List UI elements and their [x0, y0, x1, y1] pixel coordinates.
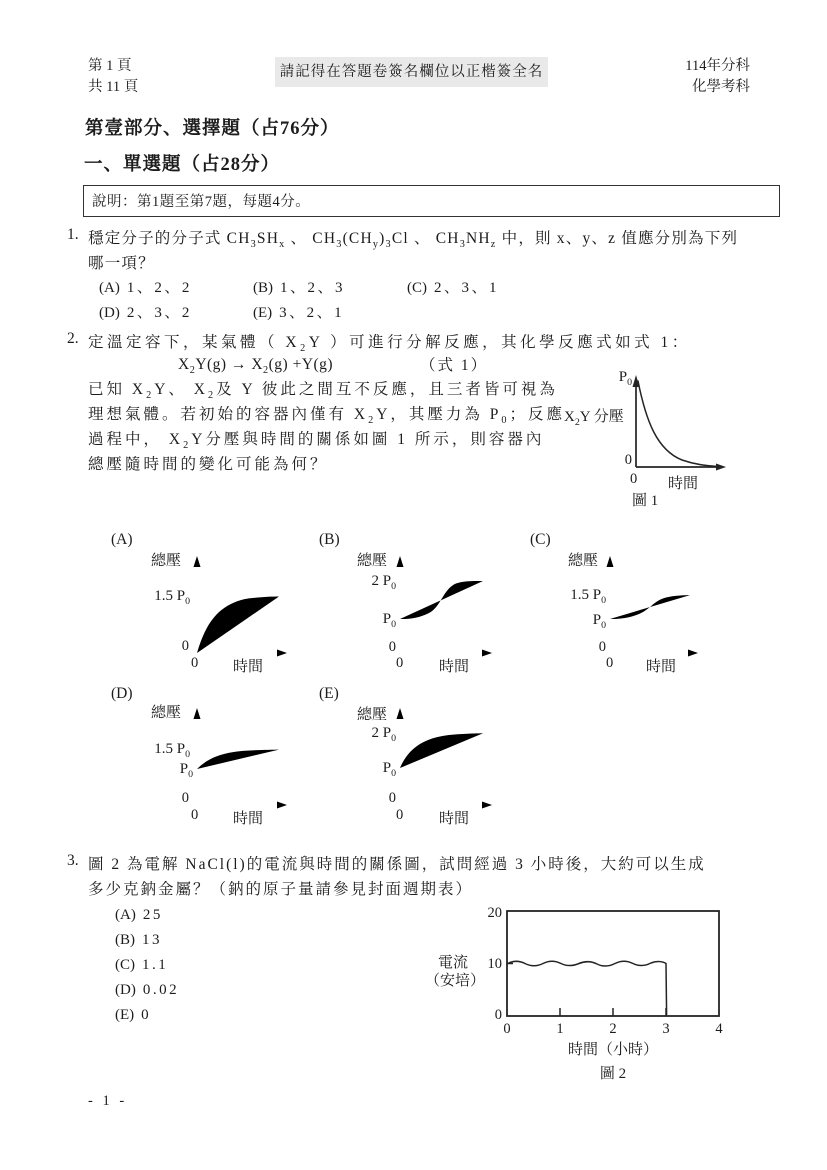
q2-option-graph-c [522, 527, 707, 677]
x-zero-label: 0 [191, 655, 199, 671]
subsection-title: 一、單選題（占28分） [84, 155, 281, 175]
q2-option-graph-e [315, 681, 500, 831]
y-tick-20: 20 [487, 905, 502, 921]
figure-2 [424, 904, 784, 1084]
figure-1 [556, 363, 778, 511]
q2-body: 已知 $X_2Y$、 $X_2$及 Y 彼此之間互不反應，且三者皆可視為 理想氣體。若初始的容器內僅有 $X_2Y$，其壓力為 $P_0$；反應 過程中， $X_2Y$分壓與時間的關係如圖 1 所示，則容器內 總壓隨時間的變化可能為何？ [88, 381, 566, 473]
y-axis-label: 總壓 [568, 553, 599, 569]
option-label: (A) [111, 531, 133, 548]
x-zero-label: 0 [606, 655, 614, 671]
asymptote-label: 2 $P_0$ [371, 725, 396, 744]
start-label: $P_0$ [382, 611, 396, 630]
option-label: (E) [319, 685, 339, 702]
q3-option-a: (A) 25 [115, 907, 163, 923]
y-axis-label: 總壓 [357, 553, 388, 569]
q1-option-d: (D) 2、3、2 [99, 305, 192, 321]
figure2-caption: 圖 2 [599, 1066, 627, 1082]
asymptote-label: 2 $P_0$ [371, 573, 396, 592]
q3-option-d: (D) 0.02 [115, 982, 180, 998]
y-axis-label: 總壓 [151, 705, 182, 721]
y-tick-0: 0 [494, 1007, 502, 1023]
page-current: 第 1 頁 [88, 58, 132, 74]
start-label: $P_0$ [592, 612, 606, 631]
q2-number: 2. [67, 330, 79, 347]
option-label: (D) [111, 685, 133, 702]
x-tick-3: 3 [662, 1021, 670, 1037]
figure2-x-label: 時間（小時） [567, 1042, 658, 1058]
q2-option-graph-b [315, 527, 500, 677]
y-zero-label: 0 [388, 790, 396, 806]
x-tick-2: 2 [609, 1021, 617, 1037]
q3-text: 圖 2 為電解 NaCl(l)的電流與時間的關係圖，試問經過 3 小時後，大約可以生成 多少克鈉金屬？（鈉的原子量請參見封面週期表） [88, 856, 706, 898]
figure1-caption: 圖 1 [632, 493, 659, 509]
asymptote-label: 1.5 $P_0$ [570, 587, 606, 606]
q3-number: 3. [67, 852, 79, 869]
y-zero-label: 0 [598, 639, 606, 655]
x-tick-0: 0 [503, 1021, 511, 1037]
signature-notice: 請記得在答題卷簽名欄位以正楷簽全名 [275, 57, 548, 87]
figure2-y-label-line1: 電流 [438, 955, 469, 971]
start-label: $P_0$ [179, 761, 193, 780]
q2-equation-tag: （式 1） [420, 357, 489, 374]
chart-b [315, 527, 500, 677]
exam-year: 114年分科 [685, 58, 750, 74]
x-axis-label: 時間 [439, 811, 470, 827]
y-axis-label: 總壓 [357, 707, 388, 723]
x-tick-1: 1 [556, 1021, 564, 1037]
figure-1-plot [556, 363, 778, 511]
option-label: (B) [319, 531, 340, 548]
q1-option-b: (B) 1、2、3 [253, 280, 346, 296]
footer-page-number: - 1 - [88, 1093, 128, 1109]
q2-option-graph-d [107, 681, 292, 831]
figure1-y-axis-label: $X_2Y$ 分壓 [564, 409, 624, 428]
y-zero-label: 0 [181, 790, 189, 806]
instruction-box: 說明：第1題至第7題，每題4分。 [83, 185, 780, 217]
q3-option-b: (B) 13 [115, 932, 162, 948]
asymptote-label: 1.5 $P_0$ [154, 741, 190, 760]
y-zero-label: 0 [181, 638, 189, 654]
x-axis-label: 時間 [439, 659, 470, 675]
part-title: 第壹部分、選擇題（占76分） [85, 119, 340, 139]
figure1-p0-label: $P_0$ [618, 369, 632, 388]
x-zero-label: 0 [191, 807, 199, 823]
chart-e [315, 681, 500, 831]
x-tick-4: 4 [715, 1021, 723, 1037]
exam-info [645, 56, 750, 98]
q3-option-e: (E) 0 [115, 1007, 152, 1023]
page-total: 共 11 頁 [88, 79, 139, 95]
option-label: (C) [530, 531, 551, 548]
figure1-y-zero: 0 [624, 452, 632, 468]
asymptote-label: 1.5 $P_0$ [154, 588, 190, 607]
q2-equation: $X_2Y(g) \to X_2(g) +Y(g)$ [178, 356, 334, 377]
x-axis-label: 時間 [233, 811, 264, 827]
y-axis-label: 總壓 [151, 553, 182, 569]
q2-option-graph-a [107, 527, 292, 677]
q3-option-c: (C) 1.1 [115, 957, 169, 973]
figure2-y-label-line2: （安培） [425, 973, 486, 989]
q1-number: 1. [67, 226, 79, 243]
q2-intro: 定溫定容下，某氣體（ $X_2Y$ ）可進行分解反應，其化學反應式如式 1： [88, 334, 691, 355]
figure1-x-label: 時間 [668, 476, 699, 492]
y-tick-10: 10 [487, 956, 502, 972]
x-axis-label: 時間 [646, 659, 677, 675]
x-zero-label: 0 [396, 655, 404, 671]
page-indicator [88, 56, 138, 98]
q1-option-c: (C) 2、3、1 [407, 280, 500, 296]
x-zero-label: 0 [396, 807, 404, 823]
figure1-x-zero: 0 [630, 471, 638, 487]
exam-subject: 化學考科 [692, 79, 750, 95]
q1-option-a: (A) 1、2、2 [99, 280, 192, 296]
q1-text: 穩定分子的分子式 $CH_3SH_x$ 、 $CH_3(CH_y)_3Cl$ 、 $CH_3NH_z$ 中，則 x、y、z 值應分別為下列 哪一項？ [88, 230, 739, 272]
x-axis-label: 時間 [233, 659, 264, 675]
start-label: $P_0$ [382, 760, 396, 779]
y-zero-label: 0 [388, 639, 396, 655]
q1-option-e: (E) 3、2、1 [253, 305, 345, 321]
